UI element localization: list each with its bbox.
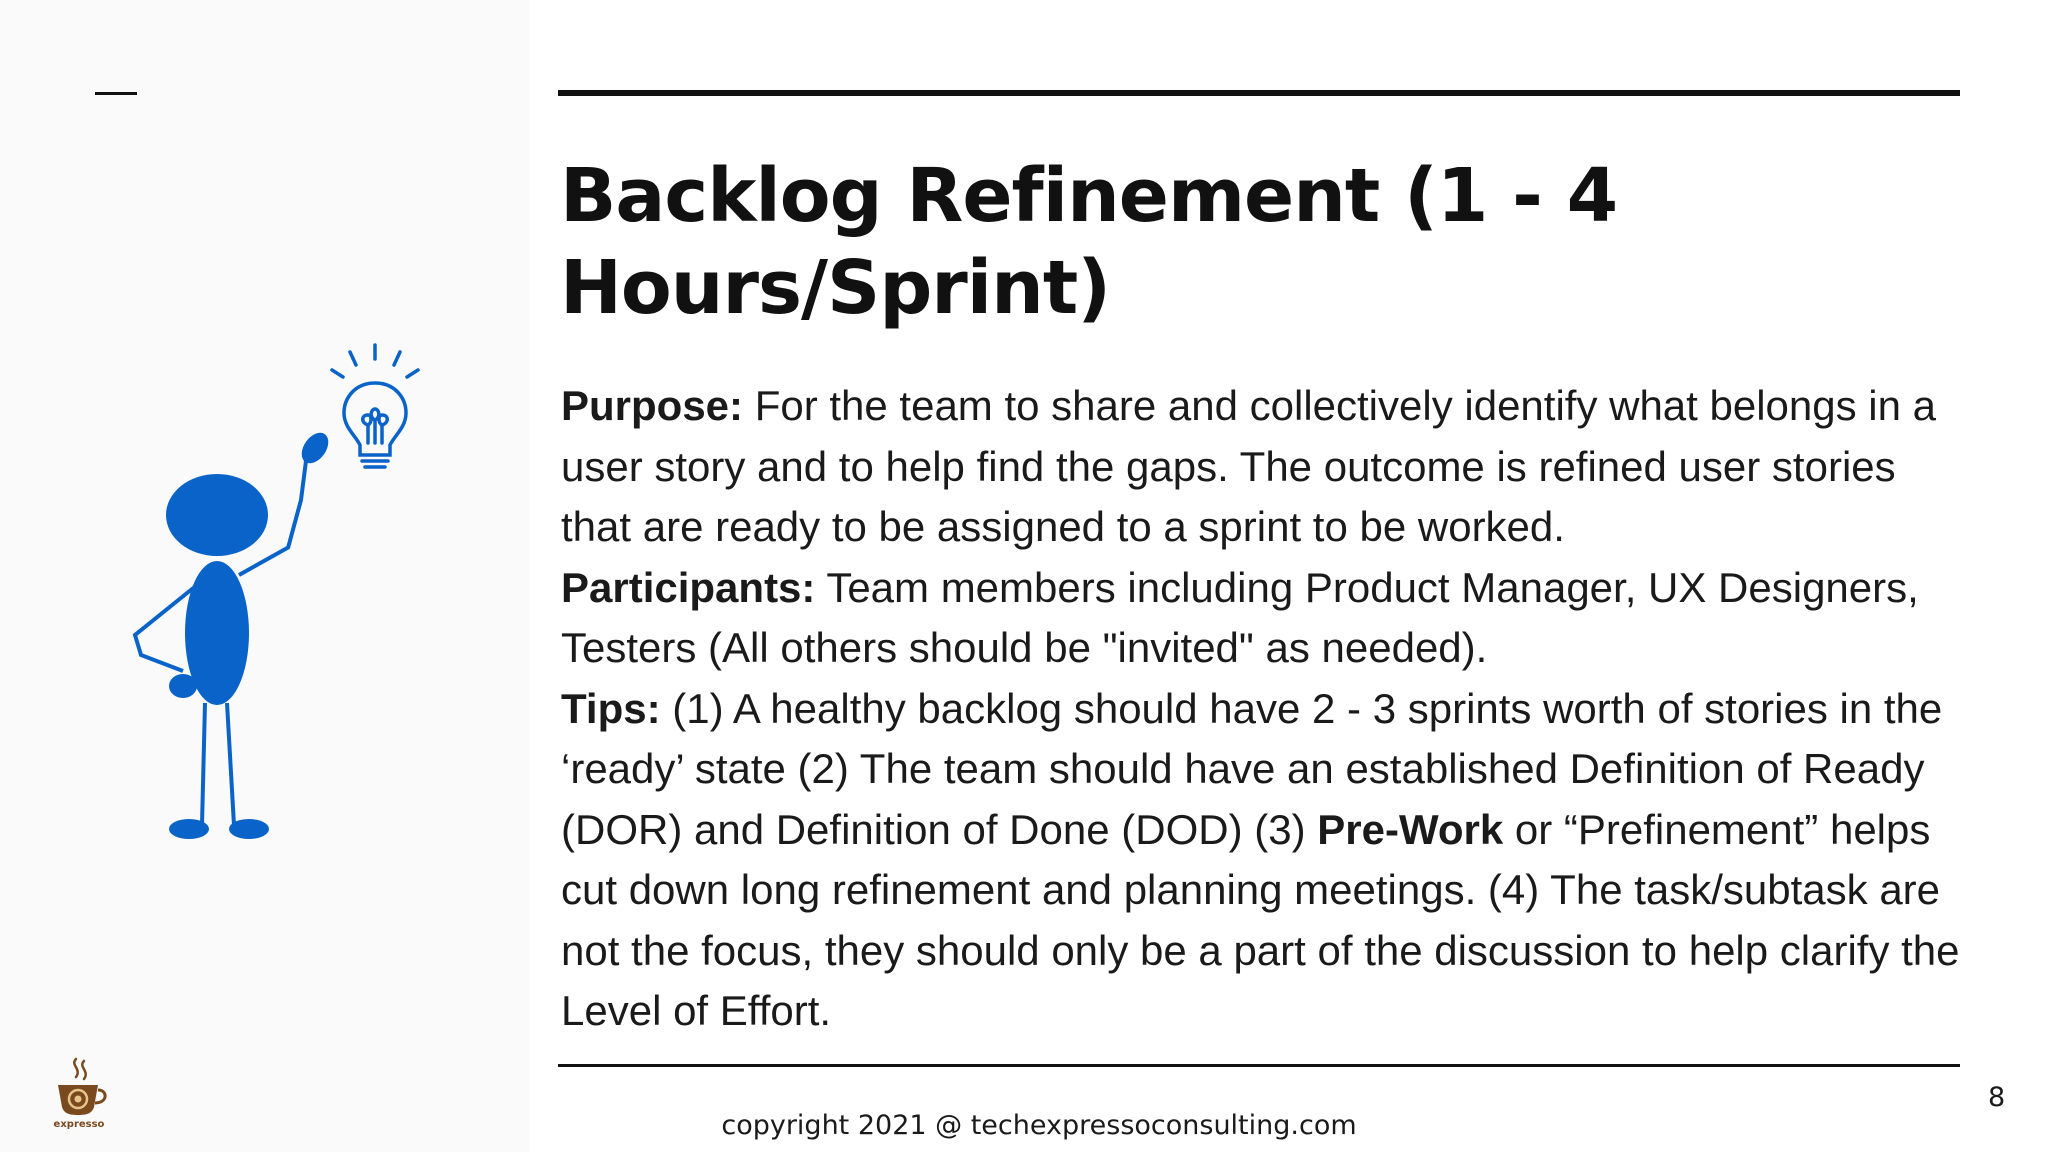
- participants-label: Participants:: [561, 563, 816, 611]
- tips-text-1: (1) A healthy backlog should have 2 - 3 sprints worth of stories in the ‘ready’ state (2) The team should have an established Definition of Ready (DOR) and Definition of Done (DOD) (3): [561, 684, 1943, 853]
- slide-title: [560, 150, 1660, 334]
- purpose-paragraph: [561, 376, 1961, 558]
- purpose-label: Purpose:: [561, 382, 744, 429]
- slide-body: [561, 376, 1961, 1042]
- purpose-text: For the team to share and collectively identify what belongs in a user story and to help find the gaps. The outcome is refined user stories that are ready to be assigned to a sprint to be worked.: [561, 382, 1937, 550]
- participants-text: Team members including Product Manager, UX Designers, Testers (All others should be "invited" as needed).: [561, 563, 1919, 671]
- lightbulb-icon: [332, 345, 418, 467]
- top-rule: [558, 90, 1960, 96]
- participants-paragraph: [561, 558, 1961, 679]
- bottom-rule: [558, 1064, 1960, 1067]
- stick-figure: [135, 428, 334, 839]
- tips-label: Tips:: [561, 684, 661, 732]
- tips-text-2: or “Prefinement” helps cut down long refinement and planning meetings. (4) The task/subtask are not the focus, they should only be a part of the discussion to help clarify the Level of Effort.: [561, 805, 1960, 1034]
- logo-text: expresso: [53, 1119, 105, 1130]
- tips-bold: Pre-Work: [1317, 805, 1504, 853]
- title-line-2: Hours/Sprint): [560, 245, 1111, 331]
- tips-paragraph: [561, 679, 1961, 1042]
- title-line-1: Backlog Refinement (1 - 4: [560, 153, 1618, 239]
- page-number: 8: [1988, 1082, 2006, 1113]
- stick-figure-idea-illustration: [125, 335, 425, 855]
- accent-dash: [95, 92, 137, 95]
- footer-copyright: copyright 2021 @ techexpressoconsulting.com: [721, 1110, 1357, 1141]
